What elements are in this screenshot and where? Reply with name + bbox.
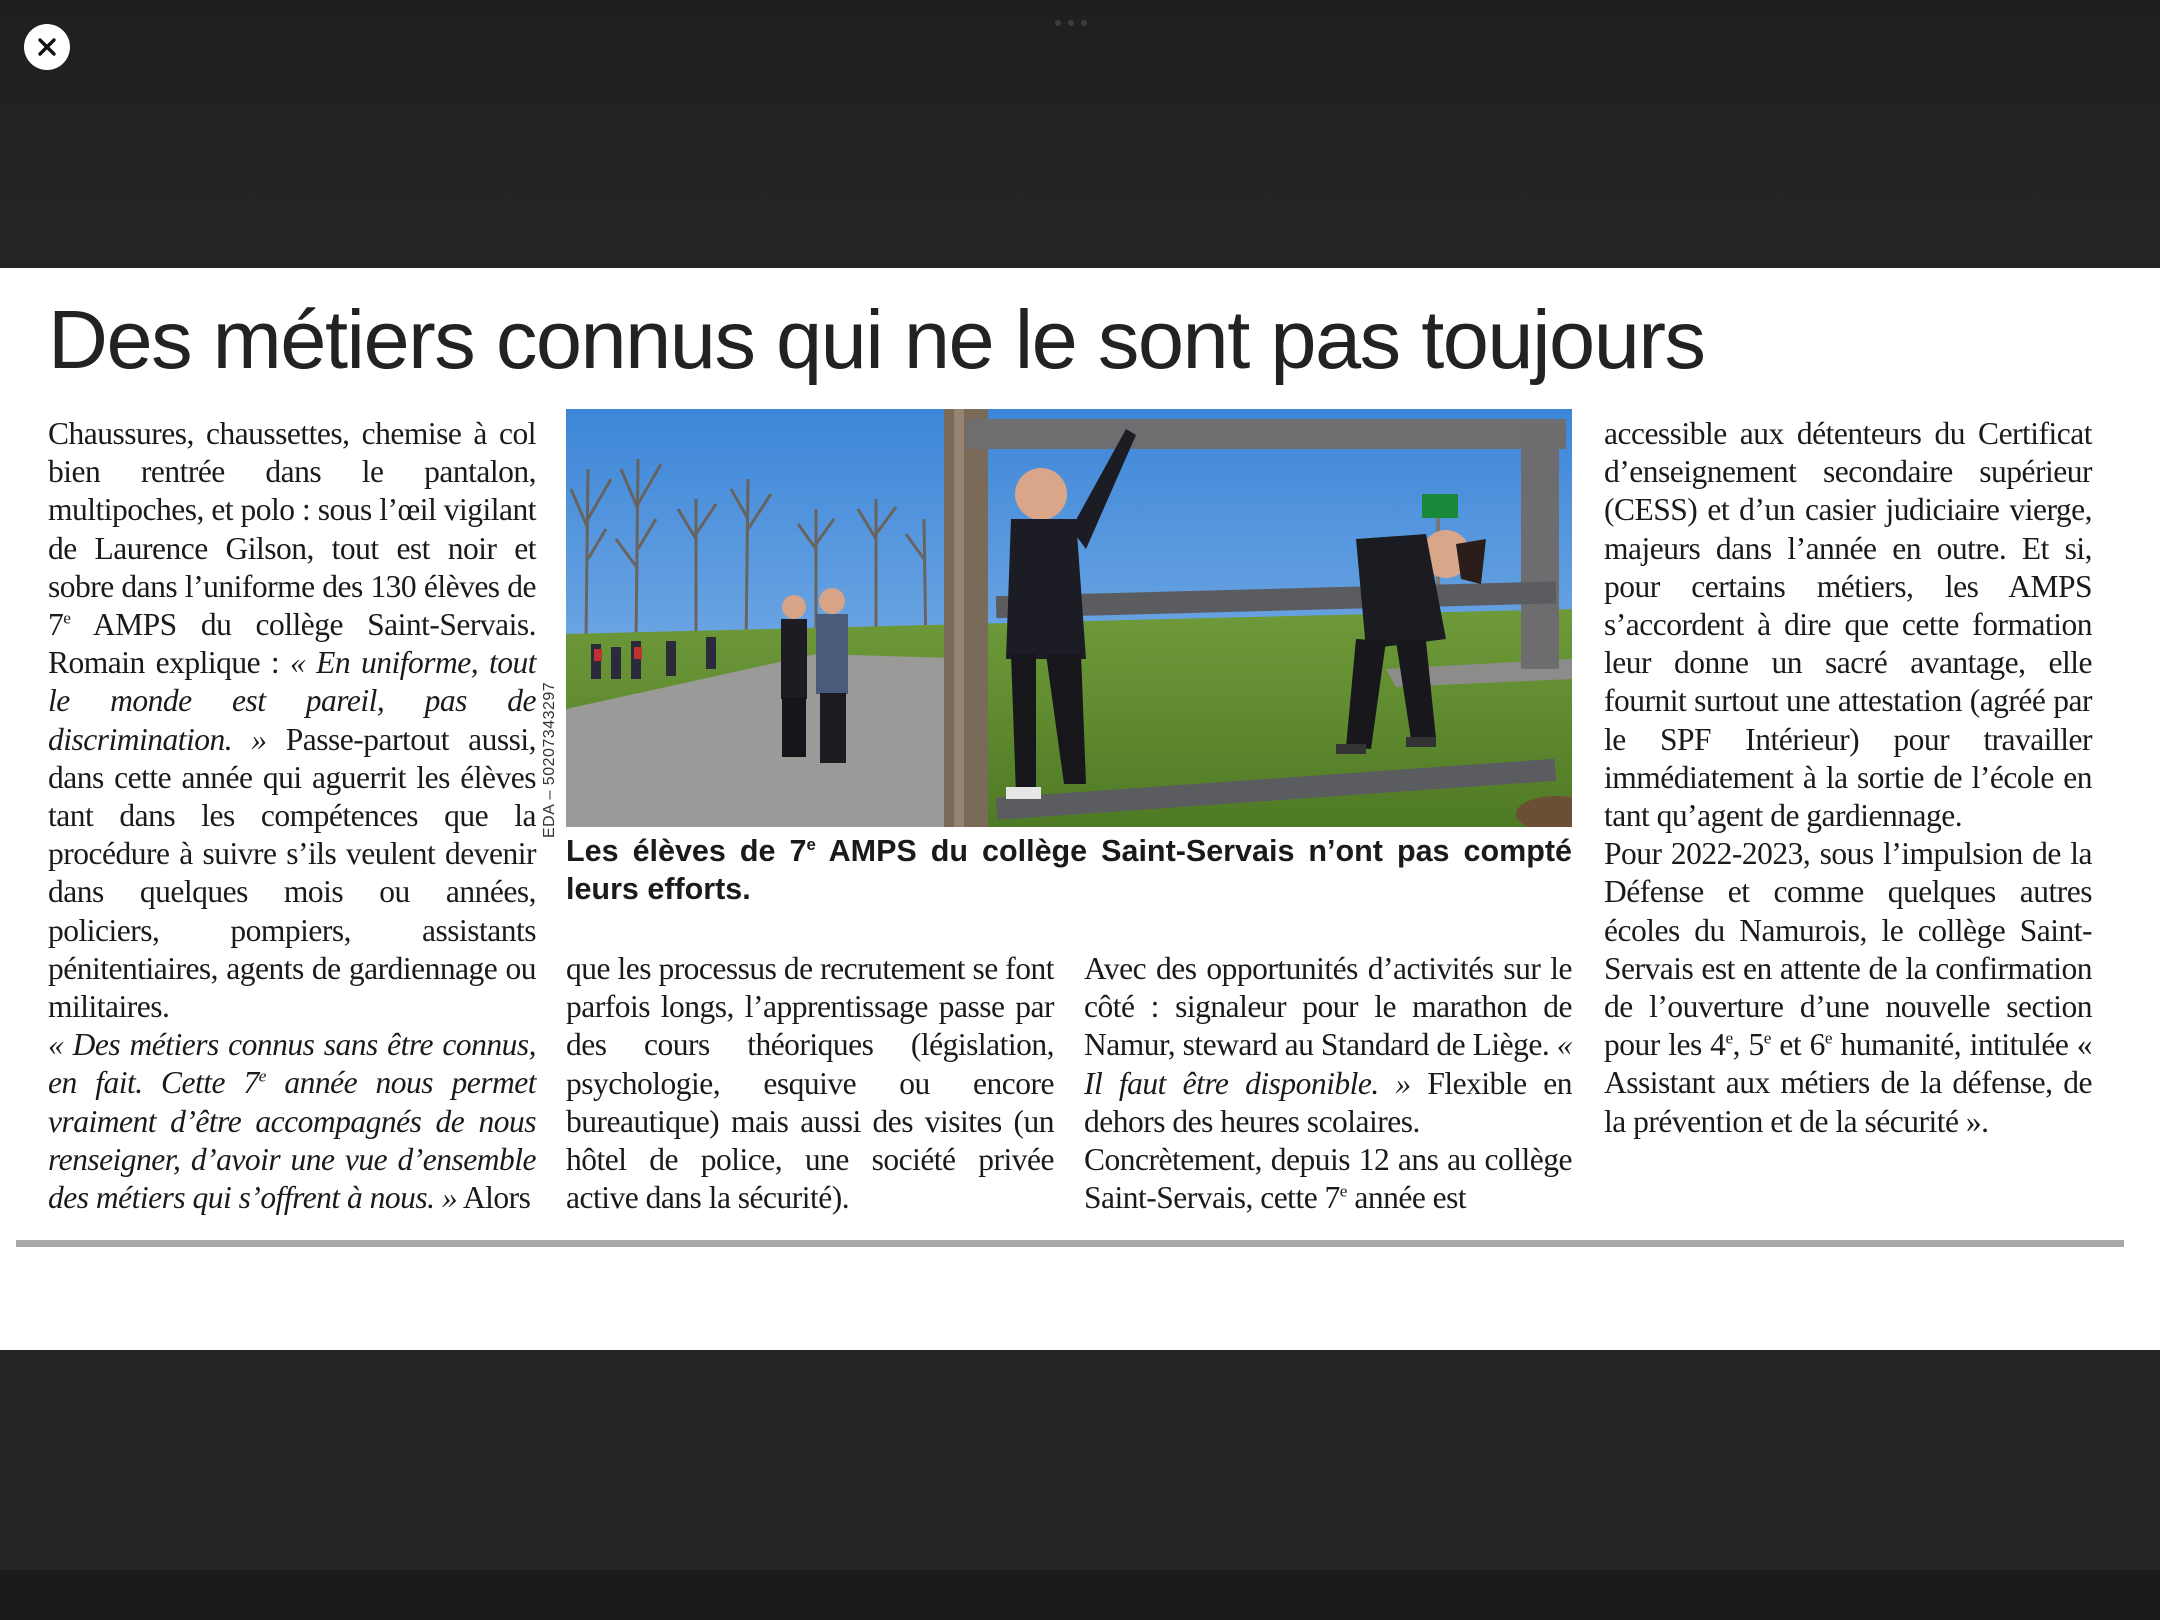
article-column-1 bbox=[48, 415, 536, 1217]
drag-dot bbox=[1068, 20, 1074, 26]
paragraph: Pour 2022-2023, sous l’impulsion de la Défense et comme quelques autres écoles du Namurois, le collège Saint-Servais est en attente de la confirmation de l’ouverture d’une nouvelle section pour les 4e, 5e et 6e humanité, intitulée « Assistant aux métiers de la défense, de la prévention et de la sécurité ». bbox=[1604, 836, 2093, 1139]
article-column-4 bbox=[1604, 415, 2092, 1141]
quote: « En uniforme, tout le monde est pareil, pas de discrimination. » bbox=[48, 645, 536, 757]
paragraph: « Des métiers connus sans être connus, en fait. Cette 7e année nous permet vraiment d’être accompagnés de nous renseigner, d’avoir une vue d’ensemble des métiers qui s’offrent à nous. » Alors bbox=[48, 1027, 536, 1216]
viewer-top-bar bbox=[0, 0, 2160, 268]
drag-handle[interactable] bbox=[1055, 20, 1087, 26]
paragraph: que les processus de recrutement se font parfois longs, l’apprentissage passe par des cours théoriques (législation, psychologie, esquive ou encore bureautique) mais aussi des visites (un hôtel de police, une société privée active dans la sécurité). bbox=[566, 951, 1054, 1216]
quote: « Il faut être disponible. » bbox=[1084, 1027, 1572, 1101]
drag-dot bbox=[1055, 20, 1061, 26]
paragraph: Chaussures, chaussettes, chemise à col bien rentrée dans le pantalon, multipoches, et polo : sous l’œil vigilant de Laurence Gilson, tout est noir et sobre dans l’uniforme des 130 élèves de 7e AMPS du collège Saint-Servais. Romain explique : « En uniforme, tout le monde est pareil, pas de discrimination. » Passe-partout aussi, dans cette année qui aguerrit les élèves tant dans les compétences que la procédure à suivre s’ils veulent devenir dans quelques mois ou années, policiers, pompiers, assistants pénitentiaires, agents de gardiennage ou militaires. bbox=[48, 416, 536, 1025]
photo-caption: Les élèves de 7e AMPS du collège Saint-Servais n’ont pas compté leurs efforts. bbox=[566, 834, 1572, 906]
quote: « Des métiers connus sans être connus, en fait. Cette 7e année nous permet vraiment d’être accompagnés de nous renseigner, d’avoir une vue d’ensemble des métiers qui s’offrent à nous. » bbox=[48, 1027, 536, 1216]
viewer-bottom-bar bbox=[0, 1570, 2160, 1620]
close-icon bbox=[36, 36, 58, 58]
photo-students-obstacle-course bbox=[566, 409, 1572, 827]
close-button[interactable] bbox=[24, 24, 70, 70]
article-headline: Des métiers connus qui ne le sont pas toujours bbox=[48, 293, 1705, 386]
article-divider bbox=[16, 1240, 2124, 1247]
article-column-2 bbox=[566, 950, 1054, 1217]
paragraph: accessible aux détenteurs du Certificat d’enseignement secondaire supérieur (CESS) et d’un casier judiciaire vierge, majeurs dans l’année en outre. Et si, pour certains métiers, les AMPS s’accordent à dire que cette formation leur donne un sacré avantage, elle fournit surtout une attestation (agréé par le SPF Intérieur) pour travailler immédiatement à la sortie de l’école en tant qu’agent de gardiennage. bbox=[1604, 416, 2092, 834]
article-photo bbox=[566, 409, 1572, 827]
paragraph: Avec des opportunités d’activités sur le côté : signaleur pour le marathon de Namur, steward au Standard de Liège. « Il faut être disponible. » Flexible en dehors des heures scolaires. bbox=[1084, 951, 1573, 1139]
drag-dot bbox=[1081, 20, 1087, 26]
paragraph: Concrètement, depuis 12 ans au collège Saint-Servais, cette 7e année est bbox=[1084, 1142, 1572, 1216]
photo-credit: EDA – 502073432​97 bbox=[541, 681, 558, 838]
article-column-3 bbox=[1084, 950, 1572, 1217]
newspaper-clipping bbox=[0, 268, 2160, 1350]
